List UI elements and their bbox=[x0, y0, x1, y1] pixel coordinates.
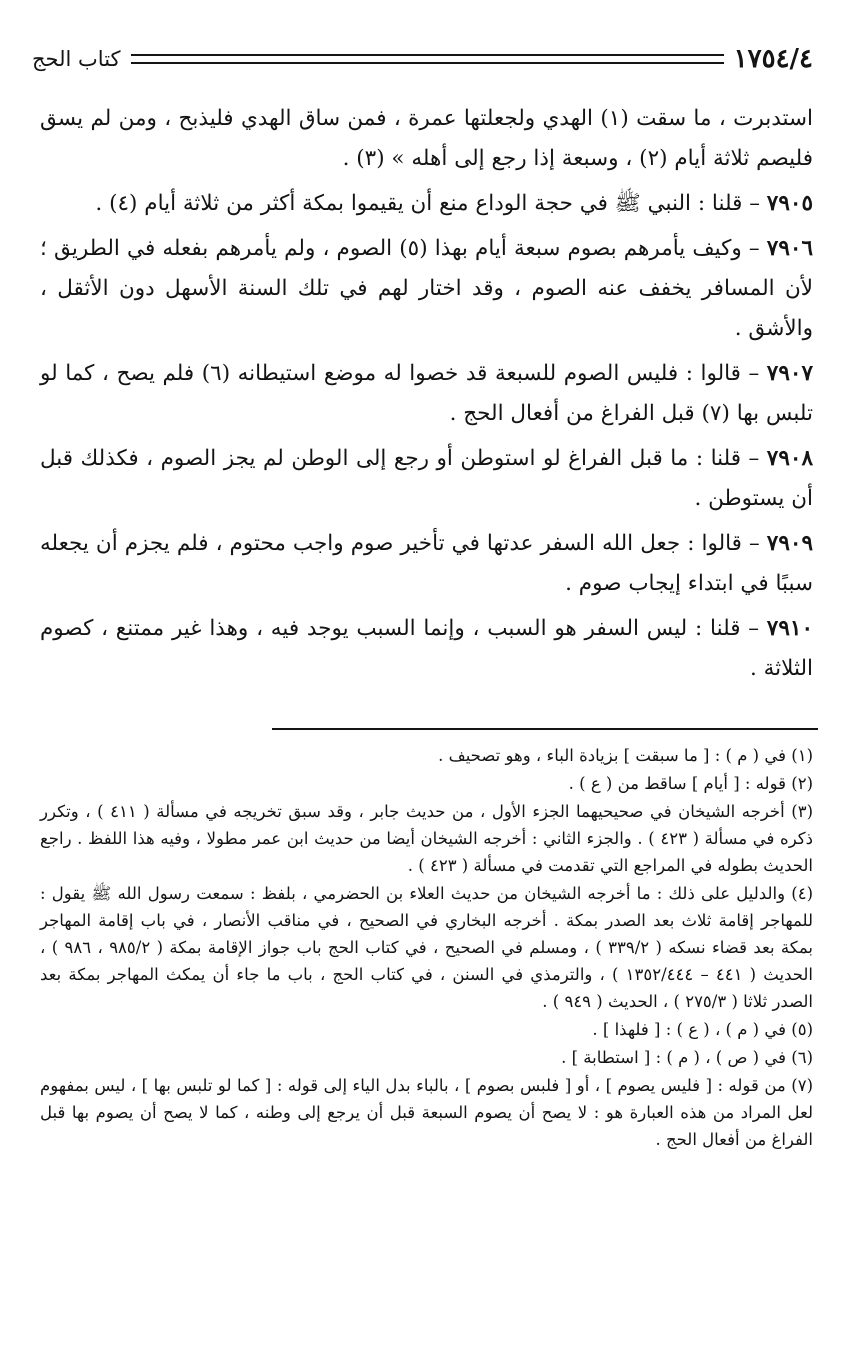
paragraph-number: ٧٩٠٦ bbox=[766, 236, 813, 261]
footnote: (١) في ( م ) : [ ما سبقت ] بزيادة الباء ، وهو تصحيف . bbox=[438, 746, 813, 765]
paragraph bbox=[40, 609, 813, 689]
paragraph-number: ٧٩٠٨ bbox=[766, 446, 813, 471]
paragraph-text: – قلنا : ما قبل الفراغ لو استوطن أو رجع إلى الوطن لم يجز الصوم ، فكذلك قبل أن يستوطن . bbox=[40, 446, 813, 511]
paragraph bbox=[40, 184, 813, 224]
footnote: (٦) في ( ص ) ، ( م ) : [ استطابة ] . bbox=[561, 1048, 813, 1067]
footnote: (٢) قوله : [ أيام ] ساقط من ( ع ) . bbox=[568, 774, 813, 793]
paragraph bbox=[40, 229, 813, 349]
page-number: ١٧٥٤/٤ bbox=[733, 44, 813, 74]
paragraph-text: – قلنا : النبي ﷺ في حجة الوداع منع أن يقيموا بمكة أكثر من ثلاثة أيام (٤) . bbox=[95, 191, 767, 216]
paragraph-text: – قالوا : جعل الله السفر عدتها في تأخير صوم واجب محتوم ، فلم يجزم أن يجعله سببًا في ابتداء إيجاب صوم . bbox=[40, 531, 813, 596]
paragraph-number: ٧٩٠٥ bbox=[766, 191, 813, 216]
paragraph bbox=[40, 99, 813, 179]
paragraph-number: ٧٩١٠ bbox=[766, 616, 813, 641]
footnote: (٤) والدليل على ذلك : ما أخرجه الشيخان من حديث العلاء بن الحضرمي ، بلفظ : سمعت رسول الله ﷺ يقول : للمهاجر إقامة ثلاث بعد الصدر بمكة . أخرجه البخاري في الصحيح ، في مناقب الأنصار ، في باب إقامة المهاجر بمكة بعد قضاء نسكه ( ٣٣٩/٢ ) ، ومسلم في الصحيح ، في كتاب الحج باب جواز الإقامة بمكة ( ٩٨٥/٢ ، ٩٨٦ ) ، الحديث ( ٤٤١ – ١٣٥٢/٤٤٤ ) ، والترمذي في السنن ، في كتاب الحج ، باب ما جاء أن يمكث المهاجر بمكة بعد الصدر ثلاثا ( ٢٧٥/٣ ) ، الحديث ( ٩٤٩ ) . bbox=[40, 884, 813, 1011]
paragraph bbox=[40, 354, 813, 434]
paragraph-text: – قلنا : ليس السفر هو السبب ، وإنما السبب يوجد فيه ، وهذا غير ممتنع ، كصوم الثلاثة . bbox=[40, 616, 813, 681]
footnote-separator bbox=[272, 728, 818, 730]
paragraph-text: استدبرت ، ما سقت (١) الهدي ولجعلتها عمرة ، فمن ساق الهدي فليذبح ، ومن لم يسق فليصم ثلاثة أيام (٢) ، وسبعة إذا رجع إلى أهله » (٣) . bbox=[40, 106, 813, 171]
paragraph-text: – وكيف يأمرهم بصوم سبعة أيام بهذا (٥) الصوم ، ولم يأمرهم بفعله في الطريق ؛ لأن المسافر يخفف عنه الصوم ، وقد اختار لهم في تلك السنة الأسهل دون الأثقل ، والأشق . bbox=[40, 236, 813, 341]
main-text bbox=[40, 99, 813, 694]
footnote: (٥) في ( م ) ، ( ع ) : [ فلهذا ] . bbox=[592, 1020, 813, 1039]
paragraph-number: ٧٩٠٩ bbox=[766, 531, 813, 556]
paragraph bbox=[40, 439, 813, 519]
footnotes bbox=[40, 742, 813, 1154]
page-header bbox=[32, 44, 813, 74]
paragraph-number: ٧٩٠٧ bbox=[766, 361, 813, 386]
paragraph-text: – قالوا : فليس الصوم للسبعة قد خصوا له موضع استيطانه (٦) فلم يصح ، كما لو تلبس بها (٧) قبل الفراغ من أفعال الحج . bbox=[40, 361, 813, 426]
footnote: (٧) من قوله : [ فليس يصوم ] ، أو [ فلبس بصوم ] ، بالباء بدل الياء إلى قوله : [ كما لو تلبس بها ] ، ليس بمفهوم لعل المراد من هذه العبارة هو : لا يصح أن يصوم السبعة قبل أن يرجع إلى وطنه ، كما لا يصح أن يصوم بها قبل الفراغ من أفعال الحج . bbox=[40, 1076, 813, 1149]
paragraph bbox=[40, 524, 813, 604]
header-rule bbox=[131, 54, 724, 64]
running-title: كتاب الحج bbox=[32, 47, 121, 71]
footnote: (٣) أخرجه الشيخان في صحيحيهما الجزء الأول ، من حديث جابر ، وقد سبق تخريجه في مسألة ( ٤١١ ) ، وتكرر ذكره في مسألة ( ٤٢٣ ) . والجزء الثاني : أخرجه الشيخان أيضا من حديث ابن عمر مطولا ، وفيه هذا اللفظ . راجع الحديث بطوله في المراجع التي تقدمت في مسألة ( ٤٢٣ ) . bbox=[40, 802, 814, 875]
